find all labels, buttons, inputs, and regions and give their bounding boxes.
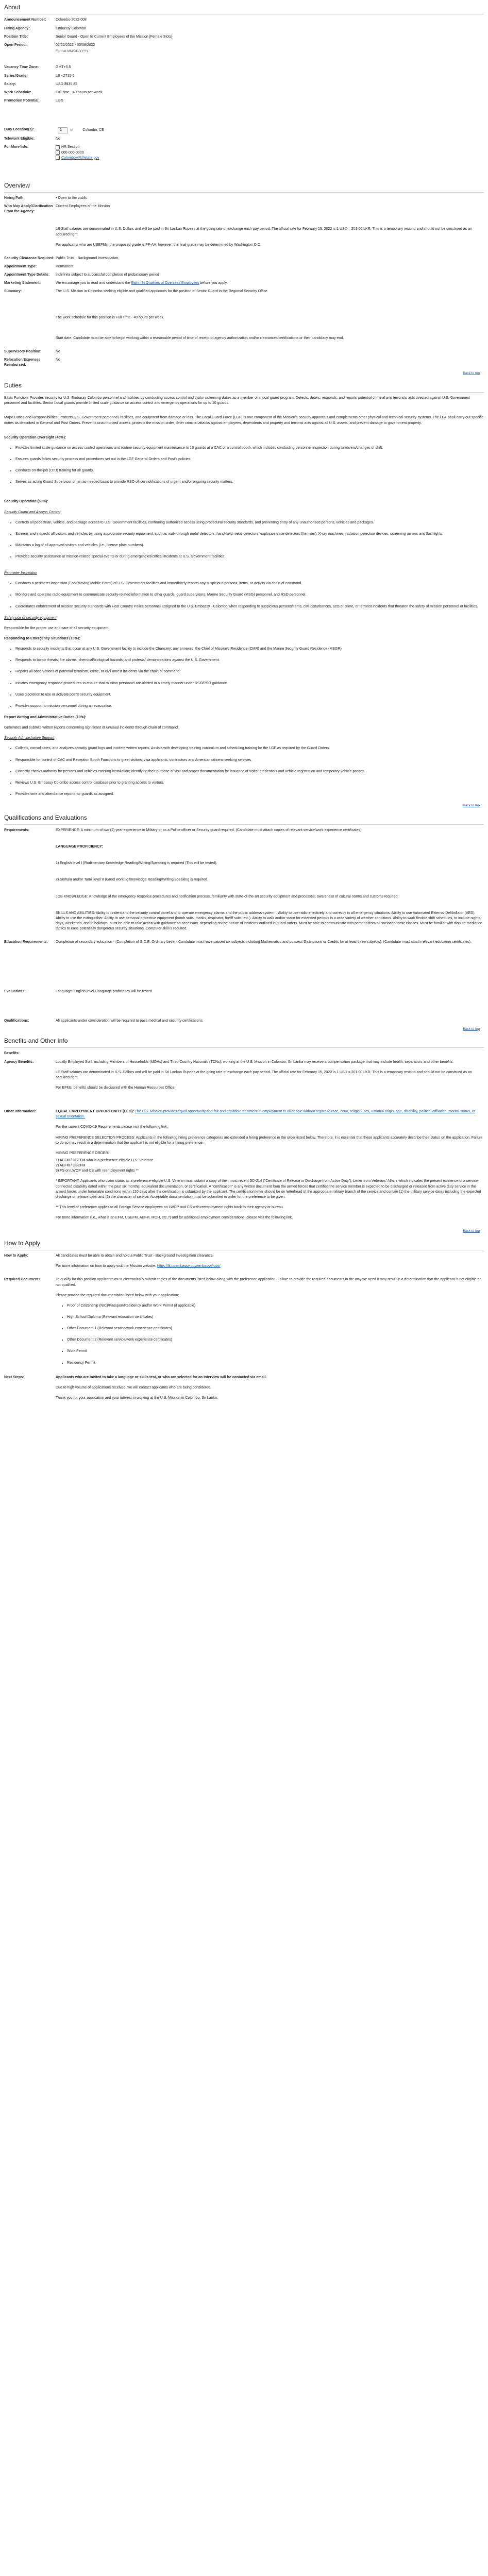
safety-subheading: Safety use of security equipment — [4, 616, 57, 620]
back-to-top-link[interactable]: Back to top — [463, 1229, 480, 1233]
list-item: • Responsible for control of CAC and Reception Booth Functions to greet visitors, visa applicants, contractors and American citizens seeking services. — [15, 758, 484, 763]
pref-3: 3) FS on LWOP and CS with reemployment rights ** — [56, 1169, 139, 1173]
job-knowledge-text: JOB KNOWLEDGE: Knowledge of the emergency response procedures and notification process; familiarity with state-of-the-art security equipment and processes; awareness of cultural norms and customs required. — [56, 894, 399, 899]
field-benefits: Benefits: — [4, 1052, 20, 1056]
list-item: • Provides support to mission personnel during an evacuation. — [15, 704, 484, 709]
important-note: * IMPORTANT: Applicants who claim status as a preference-eligible U.S. Veteran must submit a copy of their most recent DD-214 ("Certificate of Release or Discharge from Active Duty"), Letter from Veterans' Affairs which indicates the present existence of a service-connected disability dated within the past six months, equivalent documentation, or certification. A "certification" is any written document from the armed forces that certifies the service member is expected to be discharged or released from active duty service in the armed forces under honorable conditions within 120 days after the certification is submitted by the applicant. The certification letter should be on letterhead of the appropriate military branch of the service and contain (1) the military service dates including the expected discharge or release date; and (2) the character of service. Acceptable documentation must be submitted in order for the preference to be given. — [56, 1179, 481, 1199]
language-english: 1) English level I (Rudimentary Knowledge Reading/Writing/Speaking is required (This will be tested). — [56, 861, 217, 866]
list-item: • Proof of Citizenship (NIC)/Passport/Residency and/or Work Permit (if applicable) — [67, 1303, 484, 1309]
field-format-note: Format MM/DD/YYYY — [56, 49, 89, 53]
list-item: • Initiates emergency response procedures to ensure that mission personnel are alerted in a timely manner under RSO/PSO guidance. — [15, 681, 484, 686]
back-to-top-link[interactable]: Back to top — [463, 371, 480, 376]
reports-heading: Report Writing and Administrative Duties (10%): — [4, 716, 87, 720]
double-star-note: ** This level of preference applies to all Foreign Service employees on LWOP and CS with reemployment rights back to their agency or bureau. — [56, 1206, 284, 1209]
field-salary: Salary: USD $935.85 — [4, 82, 78, 86]
language-heading: LANGUAGE PROFICIENCY: — [56, 845, 103, 849]
field-announcement-number: Announcement Number: Colombo-2022-008 — [4, 18, 87, 22]
list-item: • Other Document 2 (Relevant service/work experience certificates) — [67, 1337, 484, 1343]
experience-text: EXPERIENCE: A minimum of two (2) year experience in Military or as a Police officer or Security guard required. (Candidate must attach copies of relevant service/work experience certificates). — [56, 828, 363, 832]
field-next-steps: Next Steps: Applicants who are invited to take a language or skills test, or who are selected for an interview will be contacted via email. Due to high volume of applications received, we will contact applicants who are being considered. Thank you for your application and your interest in working at the U.S. Mission in Colombo, Sri Lanka. — [4, 1375, 267, 1400]
perimeter-list — [4, 581, 484, 609]
field-agency-benefits: Agency Benefits: Locally Employed Staff, including Members of Households (MOHs) and Third-Country Nationals (TCNs), working at the U.S. Mission in Colombo, Sri Lanka may receive a compensation package that may include health, separation, and other benefits. LE Staff salaries are denominated in U.S. Dollars and will be paid in Sri Lankan Rupees at the going rate of exchange each pay period. The official rate for February 15, 2022 is 1 USD = 201.00 LKR. This is a temporary rescind and should not be construed as an acquired right. For EFMs, benefits should be discussed with the Human Resources Office. — [4, 1060, 472, 1090]
field-appt-details: Appointment Type Details: Indefinite subject to successful completion of probationary period — [4, 273, 159, 277]
phone-icon — [56, 150, 60, 155]
field-summary: Summary: The U.S. Mission in Colombo seeking eligible and qualified applicants for the position of Senior Guard in the Regional Security Office. The work schedule for this position is Full Time - 40 hours per week. Start date: Candidate must be able to begin working within a reasonable period of time of receipt of agency authorization and/or clearances/certifications or their candidacy may end. — [4, 290, 344, 340]
list-item: • Reviews U.S. Embassy Colombo access control database prior to granting access to visitors. — [15, 781, 484, 786]
field-supervisory: Supervisory Position: No — [4, 349, 60, 353]
list-item: • Responds to bomb threats; fire alarms; chemical/biological hazards; and protests/ demonstrations against the U.S. Government. — [15, 658, 484, 663]
skills-text: SKILLS AND ABILITIES: Ability to understand the security control panel and to operate emergency alarms and the public address system. . Ability to use radio effectively and correctly in all emergency situations. Ability to use Automated External Defibrillator (AED). Ability to use the extinguisher. Ability to use personal protective equipment (bomb suits, masks, respirator, fire/ff suits, etc.). Ability to walk and/or stand for extended periods in a wide variety of weather conditions. Ability to work flexible shift schedules, to include nights, days, weekends, and in holidays. Must be able to take action with guidance as necessary, depending on the nature of incidents outlined in guard orders. Must be able to communicate with persons from all socioeconomic classes. Must be familiar with dispute mediation tactics to ease potentially dangerous security situations. Computer skill is required. — [56, 911, 482, 931]
back-to-top-link[interactable]: Back to top — [463, 804, 480, 808]
field-work-schedule: Work Schedule: Full-time - 40 hours per week — [4, 90, 103, 94]
field-open-period: Open Period: 02/22/2022 - 03/08/2022 — [4, 43, 95, 47]
admin-subheading: Security Administrative Support — [4, 736, 55, 740]
list-item: • Correctly checks authority for persons and vehicles entering installation; identifying their purpose of visit and proper documentation for issuance of visitor credentials and vehicle registration and temporary vehicle passes. — [15, 769, 484, 774]
emergency-list — [4, 647, 484, 709]
basic-function: Basic Function: Provides security for U.S. Embassy Colombo personnel and facilities by conducting access control and visitor screening duties as a member of a local guard program. Detects, deters, responds, and reports potential criminal and terrorists acts directed against U.S. Government personnel and facilities. Senior Local guards provide limited scale guidance on access control and emergency operations for up to 10 guards. — [4, 396, 470, 405]
access-list — [4, 520, 484, 560]
pref-1: 1) AEFM / USEFM who is a preference-eligible U.S. Veteran* — [56, 1159, 154, 1163]
field-who-may-apply: Who May Apply/Clarification From the Agency: Current Employees of the Mission LE Staff salaries are denominated in U.S. Dollars and will be paid in Sri Lankan Rupees at the going rate of exchange each pay period. The official rate for February 15, 2022 is 1 USD = 201.00 LKR. This is a temporary rescind and should not be construed as an acquired right. For applicants who are USEFMs, the proposed grade is FP-AA; however, the final grade may be determined by Washington D.C. — [4, 205, 472, 247]
list-item: • Responds to security incidents that occur at any U.S. Government facility to include the Chancery; any annexes; the Chief of Mission's Residence (CMR) and the Marine Security Guard Residence (MSGR). — [15, 647, 484, 652]
field-more-info: For More Info: HR Section 000-000-0000 ColomboHR@state.gov — [4, 145, 99, 160]
list-item: • Ensures guards follow security process and procedures set out in the LGF General Orders and Post's policies. — [15, 457, 484, 462]
language-sinhala: 2) Sinhala and/or Tamil level II (Good working knowledge Reading/Writing/Speaking is required. — [56, 878, 208, 882]
qualifications-heading: Qualifications and Evaluations — [4, 814, 484, 825]
field-required-documents: Required Documents: To qualify for this position applicants must electronically submit copies of the documents listed below along with the preference application. Failure to provide the required documents in the way we need it may result in a determination that the applicant is not eligible or not qualified. Please provide the required documentation listed below with your application: • Proof of Citizenship (NIC)/Passport/Residency and/or Work Permit (if applicable) • High School Diploma (Relevant education certificates) • Other Document 1 (Relevant service/work experience certificates) • Other Document 2 (Relevant service/work experience certificates) • Work Permit • Residency Permit — [4, 1277, 484, 1371]
list-item: • Screens and inspects all visitors and vehicles by using appropriate security equipment, such as walk-through metal detectors, hand-held metal detectors, explosive trace detectors (Itemiser), X-ray machines, radiation detection devices, screening mirrors and flashlights. — [15, 532, 484, 537]
covid-note: For the current COVID-19 Requirements please visit the following link. — [56, 1125, 168, 1129]
field-appt-type: Appointment Type: Permanent — [4, 265, 74, 269]
apply-heading: How to Apply — [4, 1239, 484, 1250]
field-other-info: Other Information: EQUAL EMPLOYMENT OPPORTUNITY (EEO): The U.S. Mission provides equal opportunity and fair and equitable treatment in employment to all people without regard to race, color, religion, sex, national origin, age, disability, political affiliation, marital status, or sexual orientation. For the current COVID-19 Requirements please visit the following link. HIRING PREFERENCE SELECTION PROCESS: Applicants in the following hiring preference categories are extended a hiring preference in the order listed below. Therefore, it is essential that these applicants accurately describe their status on the application. Failure to do so may result in a determination that the applicant is not eligible for a hiring preference. HIRING PREFERENCE ORDER: 1) AEFM / USEFM who is a preference-eligible U.S. Veteran* 2) AEFM / USEFM 3) FS on LWOP and CS with reemployment rights ** * IMPORTANT: Applicants who claim status as a preference-eligible U.S. Veteran must submit a copy of their most recent DD-214 ("Certificate of Release or Discharge from Active Duty"), Letter from Veterans' Affairs which indicates the present existence of a service-connected disability dated within the past six months, equivalent documentation, or certification. A "certification" is any written document from the armed forces that certifies the service member is expected to be discharged or released from active duty service in the armed forces under honorable conditions within 120 days after the certification is submitted by the applicant. The certification letter should be on letterhead of the appropriate military branch of the service and contain (1) the military service dates including the expected discharge or release date; and (2) the character of service. Acceptable documentation must be submitted in order for the preference to be given. ** This level of preference applies to all Foreign Service employees on LWOP and CS with reemployment rights back to their agency or bureau. For more information (i.e., what is an EFM, USEFM, AEFM, MOH, etc.?) and for additional employment considerations, please visit the following link. — [4, 1109, 484, 1226]
field-hiring-path: Hiring Path: • Open to the public — [4, 196, 88, 200]
list-item: • Provides security assistance at mission-related special events or during emergencies/critical incidents at U.S. Government facilities. — [15, 554, 484, 560]
email-icon — [56, 156, 60, 160]
duties-heading: Duties — [4, 381, 484, 393]
eeo-link[interactable]: The U.S. Mission provides equal opportunity and fair and equitable treatment in employment to all people without regard to race, color, religion, sex, national origin, age, disability, political affiliation, marital status, or sexual orientation. — [56, 1110, 476, 1119]
further-info-note: For more information (i.e., what is an EFM, USEFM, AEFM, MOH, etc.?) and for additional employment considerations, please visit the following link. — [56, 1216, 293, 1220]
safety-text: Responsible for the proper use and care of all security equipment. — [4, 626, 110, 630]
field-duty-locations: Duty Location(s): 1 in Colombo, CE — [4, 127, 484, 133]
eight-qualities-link[interactable]: Eight (8) Qualities of Overseas Employees — [131, 281, 199, 285]
list-item: • Conducts a perimeter inspection (Foot/Moving Mobile Patrol) of U.S. Government facilities and immediately reports any suspicious persons, items, or activity via chain of command. — [15, 581, 484, 586]
admin-list — [4, 746, 484, 797]
field-relocation: Relocation Expenses Reimbursed: No — [4, 358, 60, 367]
list-item: • Uses discretion to use or activate post's security equipment. — [15, 692, 484, 698]
field-hiring-agency: Hiring Agency: Embassy Colombo — [4, 26, 86, 30]
list-item: • Residency Permit — [67, 1361, 484, 1366]
list-item: • Maintains a log of all approved visitors and vehicles (i.e., license plate numbers). — [15, 543, 484, 548]
list-item: • Reports all observations of potential terrorism, crime, or civil unrest incidents via the chain of command. — [15, 669, 484, 674]
field-telework: Telework Eligible: No — [4, 137, 60, 141]
about-fields — [4, 18, 484, 104]
oversight-list — [4, 446, 484, 485]
list-item: • Serves as acting Guard Supervisor on an as-needed basis to provide RSO officer notifications of urgent and/or ongoing security matters. — [15, 480, 484, 485]
field-time-zone: Vacancy Time Zone: GMT+5.5 — [4, 65, 71, 70]
sec-op-heading: Security Operation (50%): — [4, 500, 48, 504]
access-subheading: Security Guard and Access Control — [4, 510, 61, 514]
perimeter-subheading: Perimeter Inspection — [4, 571, 38, 575]
person-icon — [56, 145, 60, 149]
contact-name: HR Section — [61, 145, 80, 149]
field-position-title: Position Title: Senior Guard - Open to Current Employees of the Mission [Female Slots] — [4, 35, 173, 39]
contact-phone: 000-000-0000 — [61, 150, 84, 155]
contact-email-link[interactable]: ColomboHR@state.gov — [61, 156, 99, 160]
list-item: • Monitors and operates radio equipment to communicate security-related information to other guards, guard supervisors, Marine Security Guard (MSG) personnel, and RSO personnel. — [15, 592, 484, 598]
field-requirements: Requirements: EXPERIENCE: A minimum of two (2) year experience in Military or as a Police officer or Security guard required. (Candidate must attach copies of relevant service/work experience certificates). LANGUAGE PROFICIENCY: 1) English level I (Rudimentary Knowledge Reading/Writing/Speaking is required (This will be tested). 2) Sinhala and/or Tamil level II (Good working knowledge Reading/Writing/Speaking is required. JOB KNOWLEDGE: Knowledge of the emergency response procedures and notification process; familiarity with state-of-the-art security equipment and processes; awareness of cultural norms and customs required. SKILLS AND ABILITIES: Ability to understand the security control panel and to operate emergency alarms and the public address system. . Ability to use radio effectively and correctly in all emergency situations. Ability to use Automated External Defibrillator (AED). Ability to use the extinguisher. Ability to use personal protective equipment (bomb suits, masks, respirator, fire/ff suits, etc.). Ability to walk and/or stand for extended periods in a wide variety of weather conditions. Ability to work flexible shift schedules, to include nights, days, weekends, and in holidays. Must be able to take action with guidance as necessary, depending on the nature of incidents outlined in guard orders. Must be able to communicate with persons from all socioeconomic classes. Must be familiar with dispute mediation tactics to ease potentially dangerous security situations. Computer skill is required. — [4, 828, 484, 937]
hiring-pref-text: HIRING PREFERENCE SELECTION PROCESS: Applicants in the following hiring preference categories are extended a hiring preference in the order listed below. Therefore, it is essential that these applicants accurately describe their status on the application. Failure to do so may result in a determination that the applicant is not eligible for a hiring preference. — [56, 1136, 483, 1145]
reports-text: Generates and submits written reports concerning significant or unusual incidents through chain of command. — [4, 726, 179, 730]
list-item: • Provides time and attendance reports for guards as assigned. — [15, 792, 484, 797]
about-heading: About — [4, 3, 484, 14]
mission-website-link[interactable]: https://lk.usembassy.gov/embassy/jobs/ — [157, 1264, 221, 1268]
hiring-pref-order-heading: HIRING PREFERENCE ORDER: — [56, 1151, 109, 1155]
field-evaluations: Evaluations: Language: English level I language proficiency will be tested. — [4, 990, 153, 994]
oversight-heading: Security Operation Oversight (45%): — [4, 435, 66, 439]
back-to-top-link[interactable]: Back to top — [463, 1027, 480, 1031]
field-clearance: Security Clearance Required: Public Trust - Background Investigation — [4, 256, 119, 260]
duty-count-select[interactable]: 1 — [58, 127, 68, 133]
field-how-to-apply: How to Apply: All candidates must be able to obtain and hold a Public Trust - Background Investigation clearance. For more information on how to apply visit the Mission website: https://lk.usembassy.gov/embassy/jobs/ — [4, 1254, 221, 1268]
emergencies-heading: Responding to Emergency Situations (15%): — [4, 637, 80, 641]
benefits-heading: Benefits and Other Info — [4, 1037, 484, 1048]
field-promotion-potential: Promotion Potential: LE-5 — [4, 98, 63, 103]
list-item: • Work Permit — [67, 1349, 484, 1354]
list-item: • Conducts on-the-job (OTJ) training for all guards. — [15, 468, 484, 473]
field-series-grade: Series/Grade: LE - 2715-5 — [4, 74, 75, 78]
field-education: Education Requirements: Completion of secondary education - (Completion of G.C.E. Ordinary Level - Candidate must have passed six subjects including Mathematics and possess Distinctions or Credits for at least three subjects). (Candidate must attach relevant education certificates). — [4, 940, 472, 944]
list-item: • Coordinates enforcement of mission security standards with Host Country Police personnel assigned to the U.S. Embassy - Colombo when responding to suspicious persons/items, civil disturbances, acts of crime, or terrorist incidents that threaten the safety of mission personnel or facilities. — [15, 604, 484, 609]
required-docs-list — [56, 1303, 484, 1366]
list-item: • Other Document 1 (Relevant service/work experience certificates) — [67, 1326, 484, 1331]
duty-location-value: Colombo, CE — [82, 128, 104, 132]
field-marketing: Marketing Statement: We encourage you to read and understand the Eight (8) Qualities of Overseas Employees before you apply. — [4, 281, 228, 285]
field-qualifications: Qualifications: All applicants under consideration will be required to pass medical and security certifications. — [4, 1019, 204, 1023]
overview-heading: Overview — [4, 181, 484, 193]
major-duties: Major Duties and Responsibilities: Protects U.S. Government personnel, facilities, and equipment from damage or loss. The Local Guard Force (LGF) is one component of the Mission's security apparatus and complements other physical and technical security systems. The LGF shall carry out specific duties as described in General and Post Orders. Prevents unauthorized access, protects the mission order, deter criminal attacks against employees, dependents and property and terrorist acts against all U.S. assets, and prevent damage to government property. — [4, 416, 484, 425]
list-item: • Provides limited scale guidance on access control operations and routine security equipment maintenance to 10 guards at a CAC or a control booth, which includes conducting personnel inspection during turnovers/changes of shift. — [15, 446, 484, 451]
list-item: • High School Diploma (Relevant education certificates) — [67, 1315, 484, 1320]
list-item: • Collects, consolidates, and analyzes security guard logs and incident written reports. Assists with developing training curriculum and scheduling training for the LGF as required by the Guard Orders. — [15, 746, 484, 751]
pref-2: 2) AEFM / USEFM — [56, 1164, 86, 1168]
list-item: • Controls all pedestrian, vehicle, and package access to U.S. Government facilities, confirming authorized access using procedural security standards, and preventing entry of any unauthorized persons, vehicles and packages. — [15, 520, 484, 526]
